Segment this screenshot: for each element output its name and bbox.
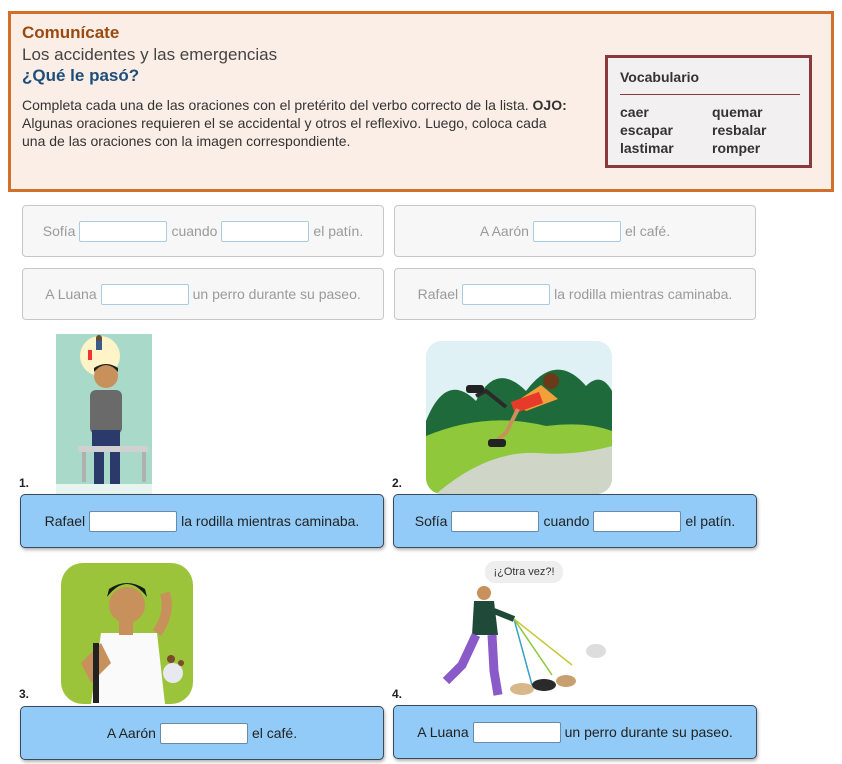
vocabulary-title: Vocabulario [620, 69, 700, 85]
speech-bubble: ¡¿Otra vez?! [485, 561, 563, 583]
tile-text: A Luana [45, 286, 97, 302]
verb-input[interactable] [160, 723, 248, 744]
image-rafael-sitting [56, 334, 152, 494]
vocab-word: romper [712, 140, 761, 156]
tile-text: el patín. [313, 223, 364, 239]
sentence-tile-luana[interactable] [22, 268, 384, 320]
vocab-word: lastimar [620, 140, 674, 156]
instructions: Completa cada una de las oraciones con el pretérito del verbo correcto de la lista. OJO: Algunas oraciones requieren el se accidental y otros el reflexivo. Luego, coloca cada una de las oraciones con la imagen correspondiente. [22, 97, 567, 149]
slot-text: un perro durante su paseo. [564, 724, 733, 740]
image-luana-dogs [432, 585, 612, 705]
slot-text: Sofía [414, 513, 448, 529]
item-number: 3. [19, 687, 30, 701]
activity-subtitle: Los accidentes y las emergencias [22, 45, 278, 64]
verb-input[interactable] [451, 511, 539, 532]
vocab-word: resbalar [712, 122, 767, 138]
answer-slot-4[interactable] [393, 705, 757, 759]
tile-text: A Aarón [479, 223, 529, 239]
activity-title: Comunícate [22, 23, 120, 42]
tile-text: cuando [171, 223, 218, 239]
activity-header [8, 11, 834, 192]
sentence-tile-aaron[interactable] [394, 205, 756, 257]
vocab-word: caer [620, 104, 649, 120]
verb-input[interactable] [221, 221, 309, 242]
item-number: 4. [392, 687, 403, 701]
slot-text: Rafael [44, 513, 86, 529]
tile-text: la rodilla mientras caminaba. [554, 286, 733, 302]
tile-text: el café. [624, 223, 671, 239]
answer-slot-3[interactable] [20, 706, 384, 760]
answer-slot-1[interactable] [20, 494, 384, 548]
item-number: 2. [392, 476, 403, 490]
slot-text: la rodilla mientras caminaba. [181, 513, 360, 529]
tile-text: un perro durante su paseo. [192, 286, 361, 302]
verb-input[interactable] [79, 221, 167, 242]
vocabulary-divider [620, 94, 800, 95]
verb-input[interactable] [101, 284, 189, 305]
tile-text: Rafael [417, 286, 459, 302]
answer-slot-2[interactable] [393, 494, 757, 548]
slot-text: el café. [251, 725, 298, 741]
sentence-tile-sofia[interactable] [22, 205, 384, 257]
slot-text: A Aarón [106, 725, 156, 741]
image-sofia-skating [426, 341, 612, 494]
vocabulary-list [620, 103, 800, 157]
image-aaron-coffee [61, 563, 193, 704]
verb-input[interactable] [533, 221, 621, 242]
vocabulary-box [605, 55, 812, 168]
item-number: 1. [19, 476, 30, 490]
slot-text: cuando [543, 513, 590, 529]
activity-question: ¿Qué le pasó? [22, 66, 140, 85]
slot-text: A Luana [417, 724, 469, 740]
sentence-tile-rafael[interactable] [394, 268, 756, 320]
vocab-word: quemar [712, 104, 763, 120]
verb-input[interactable] [473, 722, 561, 743]
tile-text: Sofía [42, 223, 76, 239]
verb-input[interactable] [593, 511, 681, 532]
vocab-word: escapar [620, 122, 673, 138]
verb-input[interactable] [462, 284, 550, 305]
slot-text: el patín. [685, 513, 736, 529]
verb-input[interactable] [89, 511, 177, 532]
